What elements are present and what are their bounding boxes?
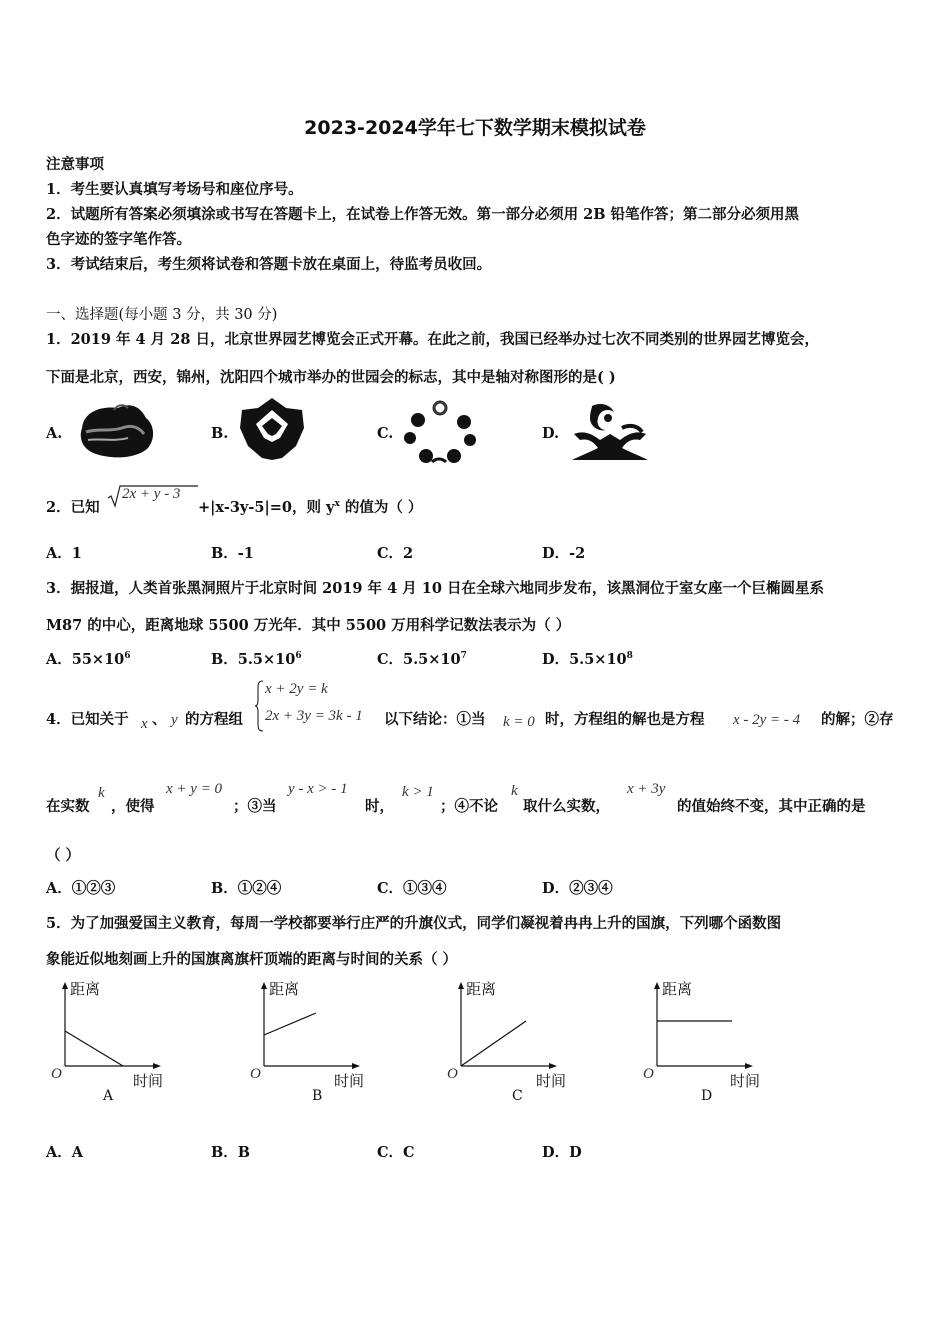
question-text: ；④不论 xyxy=(440,798,498,815)
option: D．D xyxy=(542,1144,582,1161)
question-text: 时， xyxy=(365,798,394,815)
x-axis-label: 时间 xyxy=(133,1072,164,1090)
option-base: B．5.5×10 xyxy=(211,651,296,668)
shenyang-logo-icon xyxy=(570,400,650,464)
math-expression: x + 3y xyxy=(627,781,666,797)
x-axis-arrow-icon xyxy=(549,1063,557,1069)
option: D．②③④ xyxy=(542,880,613,897)
notice-item: 色字迹的签字笔作答。 xyxy=(46,231,191,248)
question-text: 下面是北京，西安，锦州，沈阳四个城市举办的世园会的标志，其中是轴对称图形的是( ) xyxy=(46,369,616,386)
jinzhou-logo-icon xyxy=(402,400,478,466)
graph-label: B xyxy=(312,1088,323,1104)
graph-a xyxy=(46,978,176,1106)
math-expression: k > 1 xyxy=(402,784,434,800)
graph-d xyxy=(638,978,768,1106)
option: A．①②③ xyxy=(46,880,116,897)
notice-item: 3．考试结束后，考生须将试卷和答题卡放在桌面上，待监考员收回。 xyxy=(46,256,492,273)
option xyxy=(46,648,131,669)
y-axis-label: 距离 xyxy=(662,980,693,998)
math-expression: k = 0 xyxy=(503,714,535,730)
x-axis-arrow-icon xyxy=(153,1063,161,1069)
graph-line xyxy=(461,1021,526,1066)
exponent: 6 xyxy=(124,651,131,662)
notice-item: 2．试题所有答案必须填涂或书写在答题卡上，在试卷上作答无效。第一部分必须用 2B 铅笔作答；第二部分必须用黑 xyxy=(46,206,800,223)
question-text: 5．为了加强爱国主义教育，每周一学校都要举行庄严的升旗仪式，同学们凝视着冉冉上升的国旗，下列哪个函数图 xyxy=(46,915,782,932)
question-text: 的值始终不变，其中正确的是 xyxy=(677,798,866,815)
graph-label: D xyxy=(701,1088,713,1104)
math-expression: x + y = 0 xyxy=(166,781,223,797)
question-text: 2．已知 xyxy=(46,499,100,516)
question-text: 1．2019 年 4 月 28 日，北京世界园艺博览会正式开幕。在此之前，我国已经举办过七次不同类别的世界园艺博览会， xyxy=(46,331,819,348)
y-axis-arrow-icon xyxy=(458,982,464,989)
question-text xyxy=(198,496,422,517)
option: B．①②④ xyxy=(211,880,282,897)
question-text: 以下结论：①当 xyxy=(384,711,486,728)
option: C．2 xyxy=(377,545,414,562)
brace-icon xyxy=(254,680,264,732)
math-expression: y - x > - 1 xyxy=(288,781,348,797)
option: D．-2 xyxy=(542,545,586,562)
question-text: 4．已知关于 xyxy=(46,711,129,728)
option xyxy=(542,648,633,669)
origin-label: O xyxy=(643,1066,654,1082)
y-axis-arrow-icon xyxy=(261,982,267,989)
y-axis-label: 距离 xyxy=(269,980,300,998)
x-axis-arrow-icon xyxy=(745,1063,753,1069)
x-axis-label: 时间 xyxy=(536,1072,567,1090)
origin-label: O xyxy=(51,1066,62,1082)
x-axis-label: 时间 xyxy=(334,1072,365,1090)
superscript: x xyxy=(334,499,340,510)
question-text: 3．据报道，人类首张黑洞照片于北京时间 2019 年 4 月 10 日在全球六地同步发布，该黑洞位于室女座一个巨椭圆星系 xyxy=(46,580,824,597)
notice-heading: 注意事项 xyxy=(46,156,104,173)
option-label: C. xyxy=(377,425,394,442)
graph-label: A xyxy=(103,1088,114,1104)
x-axis-label: 时间 xyxy=(730,1072,761,1090)
x-axis-arrow-icon xyxy=(352,1063,360,1069)
option-base: D．5.5×10 xyxy=(542,651,627,668)
graph-c xyxy=(442,978,572,1106)
equation: x + 2y = k xyxy=(265,681,328,697)
notice-item: 1．考生要认真填写考场号和座位序号。 xyxy=(46,181,303,198)
graph-line xyxy=(264,1013,316,1035)
question-text-part: +|x-3y-5|=0，则 y xyxy=(198,499,335,516)
option-label: D. xyxy=(542,425,560,442)
option: A．1 xyxy=(46,545,82,562)
y-axis-arrow-icon xyxy=(62,982,68,989)
radicand: 2x + y - 3 xyxy=(122,486,181,502)
section-heading: 一、选择题(每小题 3 分，共 30 分) xyxy=(46,307,278,323)
page-title: 2023-2024学年七下数学期末模拟试卷 xyxy=(304,117,646,139)
option-label: B. xyxy=(211,425,229,442)
question-text: 时，方程组的解也是方程 xyxy=(545,711,705,728)
option: C．C xyxy=(377,1144,415,1161)
xian-logo-icon xyxy=(236,396,308,464)
question-text: M87 的中心，距离地球 5500 万光年．其中 5500 万用科学记数法表示为（ ） xyxy=(46,617,571,634)
option: B．-1 xyxy=(211,545,254,562)
math-var: k xyxy=(511,783,518,799)
question-text-part: 的值为（ ） xyxy=(339,499,423,516)
exponent: 7 xyxy=(460,651,467,662)
beijing-logo-icon xyxy=(74,398,158,462)
question-text: 象能近似地刻画上升的国旗离旗杆顶端的距离与时间的关系（ ） xyxy=(46,951,458,968)
graph-line xyxy=(65,1031,123,1066)
option: B．B xyxy=(211,1144,251,1161)
question-text: 的解；②存 xyxy=(821,711,894,728)
option-base: A．55×10 xyxy=(46,651,125,668)
option: C．①③④ xyxy=(377,880,447,897)
question-text: 、 xyxy=(152,711,167,728)
question-paren: （ ） xyxy=(46,847,81,864)
exponent: 6 xyxy=(295,651,302,662)
option xyxy=(211,648,302,669)
question-text: ，使得 xyxy=(111,798,155,815)
option: A．A xyxy=(46,1144,84,1161)
y-axis-arrow-icon xyxy=(654,982,660,989)
question-text: ；③当 xyxy=(233,798,277,815)
y-axis-label: 距离 xyxy=(70,980,101,998)
equation: 2x + 3y = 3k - 1 xyxy=(265,708,363,724)
math-var: x xyxy=(141,716,148,732)
option-base: C．5.5×10 xyxy=(377,651,461,668)
math-var: k xyxy=(98,785,105,801)
question-text: 取什么实数， xyxy=(523,798,610,815)
option xyxy=(377,648,467,669)
question-text: 的方程组 xyxy=(185,711,243,728)
graph-b xyxy=(245,978,375,1106)
math-var: y xyxy=(171,712,178,728)
origin-label: O xyxy=(250,1066,261,1082)
option-label: A. xyxy=(46,425,63,442)
origin-label: O xyxy=(447,1066,458,1082)
question-text: 在实数 xyxy=(46,798,90,815)
math-expression: x - 2y = - 4 xyxy=(733,712,801,728)
exponent: 8 xyxy=(626,651,633,662)
y-axis-label: 距离 xyxy=(466,980,497,998)
graph-label: C xyxy=(512,1088,523,1104)
